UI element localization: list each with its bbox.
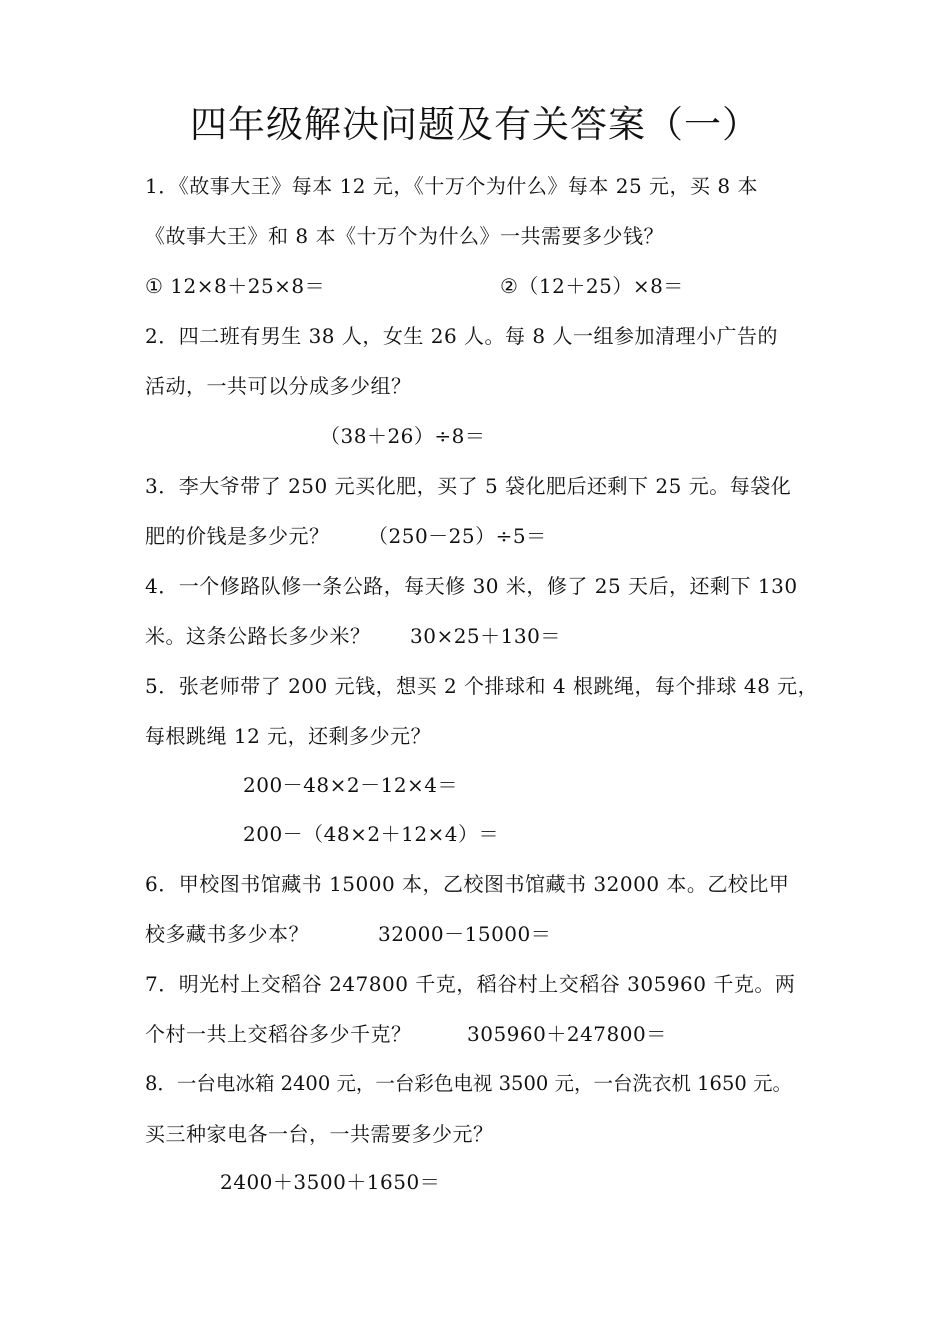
problem-6-text-line-2: 校多藏书多少本？ xyxy=(145,922,309,946)
problem-7-answer: 305960＋247800＝ xyxy=(467,1022,667,1046)
problem-5-answer-2: 200－（48×2＋12×4）＝ xyxy=(243,822,500,846)
page-title: 四年级解决问题及有关答案（一） xyxy=(190,103,760,146)
problem-7-text-line-2: 个村一共上交稻谷多少千克？ xyxy=(145,1022,412,1046)
problem-3-text-line-2: 肥的价钱是多少元？ xyxy=(145,524,330,548)
problem-4-text-line-1: 4．一个修路队修一条公路，每天修 30 米，修了 25 天后，还剩下 130 xyxy=(145,574,798,598)
problem-8-text-line-1: 8．一台电冰箱 2400 元，一台彩色电视 3500 元，一台洗衣机 1650 元。 xyxy=(145,1072,792,1095)
problem-3-answer: （250－25）÷5＝ xyxy=(368,524,547,548)
problem-6-answer: 32000－15000＝ xyxy=(378,922,552,946)
problem-2-text-line-1: 2．四二班有男生 38 人，女生 26 人。每 8 人一组参加清理小广告的 xyxy=(145,324,778,348)
problem-4-text-line-2: 米。这条公路长多少米？ xyxy=(145,624,371,648)
problem-2-text-line-2: 活动，一共可以分成多少组？ xyxy=(145,374,412,398)
problem-6-text-line-1: 6．甲校图书馆藏书 15000 本，乙校图书馆藏书 32000 本。乙校比甲 xyxy=(145,872,790,896)
problem-1-text-line-1: 1．《故事大王》每本 12 元，《十万个为什么》每本 25 元，买 8 本 xyxy=(145,174,758,198)
problem-1-answer-2: ②（12＋25）×8＝ xyxy=(500,274,684,298)
problem-5-text-line-2: 每根跳绳 12 元，还剩多少元？ xyxy=(145,724,432,748)
problem-8-text-line-2: 买三种家电各一台，一共需要多少元？ xyxy=(145,1122,494,1146)
problem-5-text-line-1: 5．张老师带了 200 元钱，想买 2 个排球和 4 根跳绳，每个排球 48 元， xyxy=(145,674,819,698)
problem-8-answer: 2400＋3500＋1650＝ xyxy=(220,1170,441,1194)
problem-4-answer: 30×25＋130＝ xyxy=(410,624,561,648)
problem-5-answer-1: 200－48×2－12×4＝ xyxy=(243,773,459,797)
problem-1-text-line-2: 《故事大王》和 8 本《十万个为什么》一共需要多少钱？ xyxy=(145,224,664,248)
problem-3-text-line-1: 3．李大爷带了 250 元买化肥，买了 5 袋化肥后还剩下 25 元。每袋化 xyxy=(145,474,792,498)
problem-1-answer-1: ① 12×8＋25×8＝ xyxy=(145,274,326,298)
problem-7-text-line-1: 7．明光村上交稻谷 247800 千克，稻谷村上交稻谷 305960 千克。两 xyxy=(145,972,796,996)
problem-2-answer: （38＋26）÷8＝ xyxy=(320,424,486,448)
